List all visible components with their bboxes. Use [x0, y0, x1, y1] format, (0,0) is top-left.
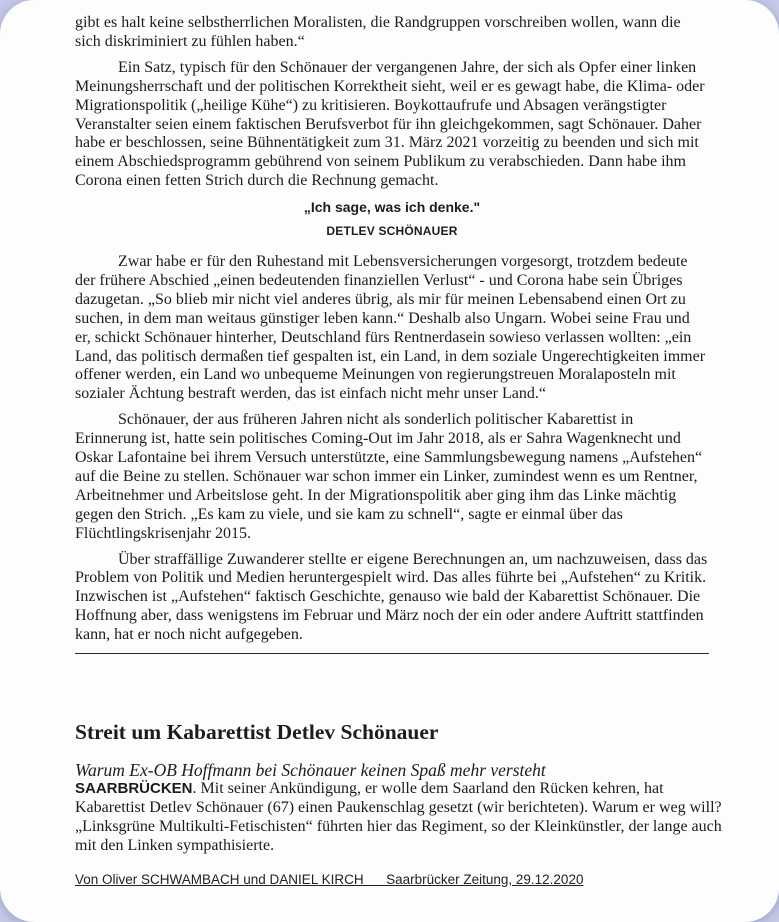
byline: Von Oliver SCHWAMBACH und DANIEL KIRCH Saarbrücker Zeitung, 29.12.2020 — [75, 871, 584, 887]
dateline: SAARBRÜCKEN — [75, 779, 193, 797]
pull-quote-attribution: DETLEV SCHÖNAUER — [326, 224, 458, 239]
article1-paragraph-intro: Ein Satz, typisch für den Schönauer der vergangenen Jahre, der sich als Opfer einer linken Meinungsherrschaft und der politischen Korrektheit sieht, weil er es gewagt habe, die Klima- oder Migrationspolitik („heilige Kühe“) zu kritisieren. Boykottaufrufe und Absagen verängstigter Veranstalter seien einem faktischen Berufsverbot für ihn gleichgekommen, sagt Schönauer. Daher habe er beschlossen, seine Bühnentätigkeit zum 31. März 2021 vorzeitig zu beenden und sich mit einem Abschiedsprogramm gebührend von seinem Publikum zu verabschieden. Dann habe ihm Corona einen fetten Strich durch die Rechnung gemacht. — [75, 58, 705, 190]
article2-lead-paragraph — [75, 780, 723, 856]
article2-section — [75, 720, 723, 889]
article1-paragraph-calculations: Über straffällige Zuwanderer stellte er eigene Berechnungen an, um nachzuweisen, dass das Problem von Politik und Medien heruntergespielt wird. Das alles führte bei „Aufstehen“ zu Kritik. Inzwischen ist „Aufstehen“ faktisch Geschichte, genauso wie bald der Kabarettist Schönauer. Die Hoffnung aber, dass wenigstens im Februar und März noch der ein oder andere Auftritt stattfinden kann, hat er noch nicht aufgegeben. — [75, 550, 708, 644]
article1-paragraph-coming-out: Schönauer, der aus früheren Jahren nicht als sonderlich politischer Kabarettist in Erinnerung ist, hatte sein politisches Coming-Out im Jahr 2018, als er Sahra Wagenknecht und Oskar Lafontaine bei ihrem Versuch unterstützte, eine Sammlungsbewegung namens „Aufstehen“ auf die Beine zu stellen. Schönauer war schon immer ein Linker, zumindest wenn es um Rentner, Arbeitnehmer und Arbeitslose geht. In der Migrationspolitik aber ging ihm das Linke mächtig gegen den Strich. „Es kam zu viele, und sie kam zu schnell“, sagte er einmal über das Flüchtlingskrisenjahr 2015. — [75, 411, 703, 542]
pull-quote-text: „Ich sage, was ich denke." — [303, 199, 481, 216]
pull-quote — [75, 198, 709, 241]
article1-paragraph-retirement: Zwar habe er für den Ruhestand mit Lebensversicherungen vorgesorgt, trotzdem bedeute der frühere Abschied „einen bedeutenden finanziellen Verlust“ - und Corona habe sein Übriges dazugetan. „So blieb mir nicht viel anderes übrig, als mir für meinen Lebensabend einen Ort zu suchen, in dem man weitaus günstiger leben kann.“ Deshalb also Ungarn. Wobei seine Frau und er, schickt Schönauer hinterher, Deutschland fürs Rentnerdasein sowieso verlassen wollten: „ein Land, das politisch dermaßen tief gespalten ist, ein Land, in dem soziale Ungerechtigkeiten immer offener werden, ein Land wo unbequeme Meinungen von regierungstreuen Moralaposteln mit sozialer Ächtung bestraft werden, das ist einfach nicht mehr unser Land.“ — [75, 252, 706, 403]
article2-title: Streit um Kabarettist Detlev Schönauer — [75, 720, 439, 745]
section-divider — [75, 653, 709, 654]
article1-paragraph-continuation: gibt es halt keine selbstherrlichen Moralisten, die Randgruppen vorschreiben wollen, wann die sich diskriminiert zu fühlen haben.“ — [75, 14, 681, 50]
lead-text: . Mit seiner Ankündigung, er wolle dem Saarland den Rücken kehren, hat Kabarettist Detlev Schönauer (67) einen Paukenschlag gesetzt (wir berichteten). Warum er weg will? „Linksgrüne Multikulti-Fetischisten“ führten hier das Regiment, so der Kleinkünstler, der lange auch mit den Linken sympathisierte. — [75, 779, 722, 854]
article2-subtitle: Warum Ex-OB Hoffmann bei Schönauer keinen Spaß mehr versteht — [75, 759, 546, 780]
